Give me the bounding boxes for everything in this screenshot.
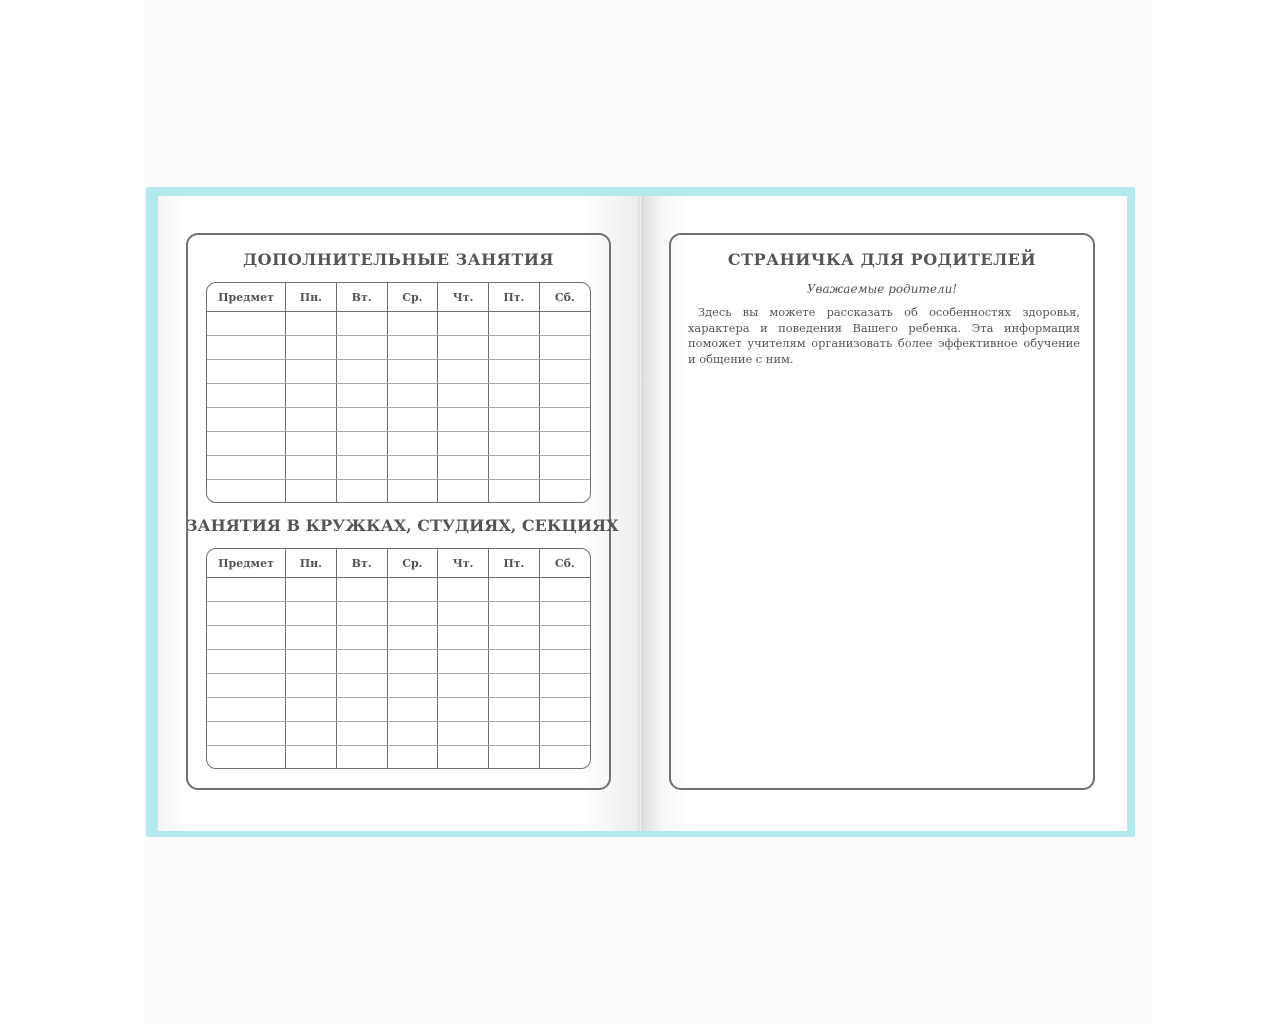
table-cell	[286, 674, 337, 698]
table-cell	[336, 746, 387, 770]
table-cell	[438, 698, 489, 722]
column-header: Пт.	[489, 283, 540, 312]
table-cell	[207, 722, 286, 746]
table-cell	[539, 408, 590, 432]
table-cell	[539, 312, 590, 336]
table-cell	[286, 698, 337, 722]
table-cell	[387, 432, 438, 456]
table-cell	[207, 650, 286, 674]
table-cell	[539, 650, 590, 674]
table-cell	[489, 408, 540, 432]
table-row	[207, 384, 590, 408]
table-cell	[286, 312, 337, 336]
table-cell	[286, 360, 337, 384]
table-cell	[489, 432, 540, 456]
table-cell	[387, 480, 438, 504]
table-cell	[207, 602, 286, 626]
table-cell	[539, 360, 590, 384]
table-cell	[286, 480, 337, 504]
table-cell	[539, 578, 590, 602]
table-cell	[286, 722, 337, 746]
table-cell	[336, 480, 387, 504]
table-cell	[207, 360, 286, 384]
table-cell	[387, 578, 438, 602]
table-cell	[387, 650, 438, 674]
table-cell	[438, 602, 489, 626]
table-cell	[207, 746, 286, 770]
table-row	[207, 578, 590, 602]
table-cell	[336, 602, 387, 626]
table-cell	[438, 480, 489, 504]
table-cell	[489, 650, 540, 674]
table-row	[207, 456, 590, 480]
table-row	[207, 432, 590, 456]
column-header: Ср.	[387, 549, 438, 578]
table-cell	[489, 722, 540, 746]
table-cell	[489, 312, 540, 336]
column-header: Сб.	[539, 283, 590, 312]
column-header: Пн.	[286, 549, 337, 578]
table-cell	[539, 698, 590, 722]
table-cell	[489, 456, 540, 480]
table-cell	[387, 360, 438, 384]
table-cell	[539, 384, 590, 408]
book-spine	[638, 196, 643, 831]
table-cell	[336, 722, 387, 746]
table-cell	[336, 312, 387, 336]
table-cell	[387, 626, 438, 650]
table-header-row	[207, 549, 590, 578]
table-cell	[207, 456, 286, 480]
table-row	[207, 626, 590, 650]
table-cell	[489, 746, 540, 770]
table-cell	[438, 384, 489, 408]
table-cell	[387, 456, 438, 480]
table-row	[207, 722, 590, 746]
table-cell	[539, 602, 590, 626]
table-cell	[336, 384, 387, 408]
column-header: Чт.	[438, 283, 489, 312]
table-cell	[539, 722, 590, 746]
table-cell	[438, 650, 489, 674]
table-cell	[286, 650, 337, 674]
table-cell	[387, 408, 438, 432]
table-cell	[438, 746, 489, 770]
table-cell	[207, 432, 286, 456]
table-cell	[286, 578, 337, 602]
table-row	[207, 312, 590, 336]
column-header: Сб.	[539, 549, 590, 578]
table-cell	[539, 746, 590, 770]
table-cell	[207, 698, 286, 722]
table-cell	[336, 698, 387, 722]
table-cell	[438, 312, 489, 336]
table-header-row	[207, 283, 590, 312]
table-row	[207, 674, 590, 698]
table-cell	[438, 432, 489, 456]
column-header: Ср.	[387, 283, 438, 312]
table-cell	[286, 602, 337, 626]
table-cell	[489, 360, 540, 384]
table-cell	[387, 336, 438, 360]
table-row	[207, 602, 590, 626]
column-header: Пн.	[286, 283, 337, 312]
table-cell	[489, 698, 540, 722]
table-body	[207, 312, 590, 504]
table-cell	[286, 408, 337, 432]
clubs-studios-sections-table	[206, 548, 591, 769]
extra-classes-title: ДОПОЛНИТЕЛЬНЫЕ ЗАНЯТИЯ	[242, 250, 555, 269]
column-header: Предмет	[207, 283, 286, 312]
table-cell	[207, 674, 286, 698]
table-cell	[286, 336, 337, 360]
table-cell	[539, 674, 590, 698]
table-cell	[438, 408, 489, 432]
table-cell	[387, 722, 438, 746]
table-cell	[207, 578, 286, 602]
table-cell	[438, 674, 489, 698]
table-cell	[207, 626, 286, 650]
table-cell	[286, 432, 337, 456]
table-cell	[387, 698, 438, 722]
table-cell	[286, 456, 337, 480]
table-cell	[489, 626, 540, 650]
table-cell	[438, 360, 489, 384]
column-header: Вт.	[336, 549, 387, 578]
column-header: Чт.	[438, 549, 489, 578]
table-cell	[336, 408, 387, 432]
table-cell	[207, 312, 286, 336]
table-cell	[438, 336, 489, 360]
column-header: Вт.	[336, 283, 387, 312]
table-cell	[489, 602, 540, 626]
table-cell	[336, 456, 387, 480]
table-cell	[387, 312, 438, 336]
table-cell	[387, 746, 438, 770]
table-cell	[286, 746, 337, 770]
table-row	[207, 650, 590, 674]
table-cell	[336, 626, 387, 650]
table-cell	[489, 578, 540, 602]
table-cell	[336, 432, 387, 456]
table-row	[207, 360, 590, 384]
table-row	[207, 698, 590, 722]
table-row	[207, 408, 590, 432]
table-cell	[438, 626, 489, 650]
table-cell	[336, 674, 387, 698]
table-cell	[539, 480, 590, 504]
table-cell	[438, 456, 489, 480]
table-row	[207, 336, 590, 360]
parents-greeting: Уважаемые родители!	[806, 282, 958, 296]
table-cell	[286, 626, 337, 650]
table-cell	[387, 602, 438, 626]
table-row	[207, 746, 590, 770]
table-cell	[489, 674, 540, 698]
table-cell	[207, 336, 286, 360]
clubs-studios-sections-title: ЗАНЯТИЯ В КРУЖКАХ, СТУДИЯХ, СЕКЦИЯХ	[186, 516, 619, 535]
table-cell	[207, 480, 286, 504]
table-cell	[336, 650, 387, 674]
table-cell	[489, 336, 540, 360]
column-header: Пт.	[489, 549, 540, 578]
parents-body-text: Здесь вы можете рассказать об особенностях здоровья, характера и поведения Вашего ребенка. Эта информация поможет учителям организовать более эффективное обучение и общение с ним.	[688, 305, 1080, 366]
table-row	[207, 480, 590, 504]
table-cell	[286, 384, 337, 408]
table-cell	[489, 480, 540, 504]
table-cell	[539, 456, 590, 480]
column-header: Предмет	[207, 549, 286, 578]
table-cell	[539, 336, 590, 360]
table-cell	[207, 408, 286, 432]
table-cell	[336, 578, 387, 602]
table-cell	[438, 722, 489, 746]
table-cell	[539, 432, 590, 456]
table-cell	[387, 384, 438, 408]
table-cell	[438, 578, 489, 602]
parents-page-title: СТРАНИЧКА ДЛЯ РОДИТЕЛЕЙ	[727, 250, 1037, 269]
extra-classes-table	[206, 282, 591, 503]
table-cell	[207, 384, 286, 408]
table-cell	[336, 360, 387, 384]
table-body	[207, 578, 590, 770]
table-cell	[336, 336, 387, 360]
table-cell	[539, 626, 590, 650]
table-cell	[489, 384, 540, 408]
table-cell	[387, 674, 438, 698]
